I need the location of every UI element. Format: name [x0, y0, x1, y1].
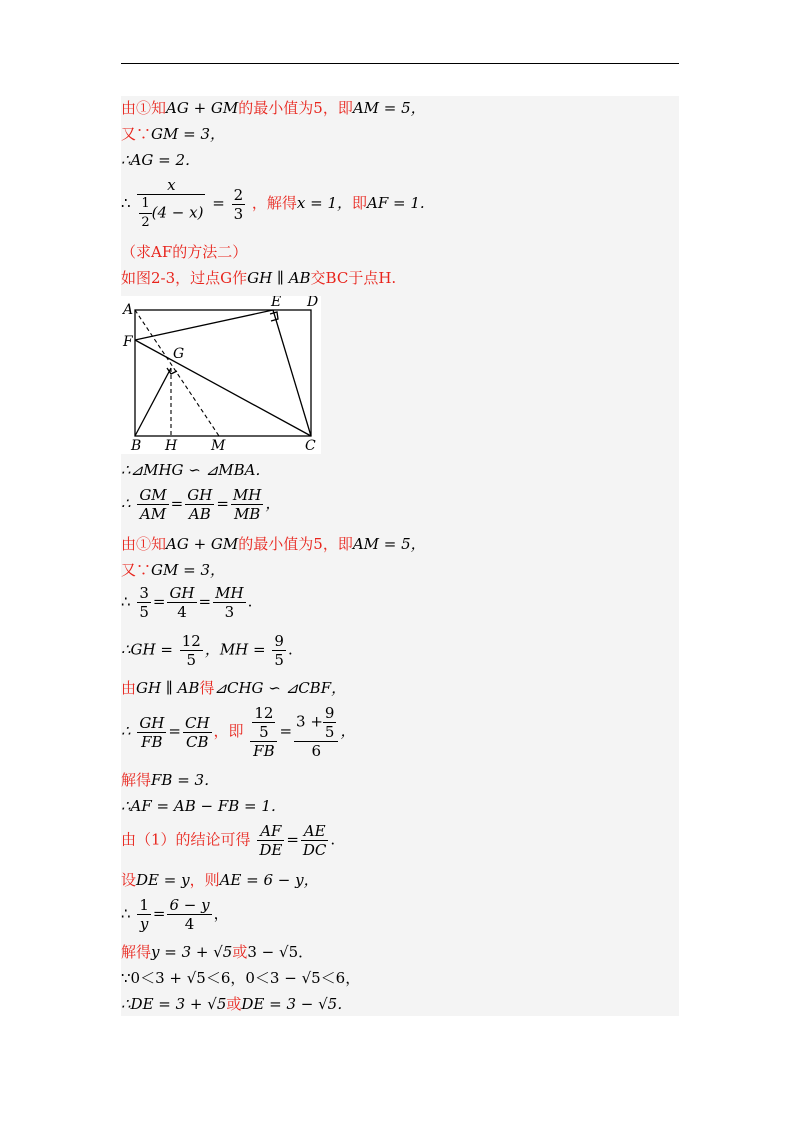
line-14: ∴ $\frac{GH}{FB}$ = $\frac{CH}{CB}$ ，即 $\frac{\frac{12}{5}}{FB}$ = 3 + $\frac{9}{5}$ 6 ， — [121, 704, 356, 760]
top-rule — [121, 63, 679, 64]
label-c: C — [305, 438, 316, 454]
line-18: 设DE = y，则AE = 6 − y， — [121, 871, 319, 889]
math: AM = 5， — [352, 99, 426, 117]
method-two-heading: （求AF的方法二） — [121, 243, 248, 261]
line-6: 如图2-3，过点G作GH ∥ AB交BC于点H. — [121, 269, 397, 287]
line-15: 解得FB = 3． — [121, 771, 220, 789]
line-9: 由①知AG + GM的最小值为5，即AM = 5， — [121, 535, 426, 553]
math: GM = 3， — [151, 125, 226, 143]
geometry-figure — [121, 296, 321, 454]
line-10: 又∵GM = 3， — [121, 561, 226, 579]
label-g: G — [173, 346, 185, 362]
right-angle-e — [270, 312, 278, 321]
line-13: 由GH ∥ AB得⊿CHG ∽ ⊿CBF， — [121, 679, 347, 697]
line-3: ∴AG = 2． — [121, 151, 201, 169]
label-f: F — [123, 334, 133, 350]
line-8: ∴ $\frac{GM}{AM}$ = $\frac{GH}{AB}$ = $\frac{MH}{MB}$ ， — [121, 486, 281, 523]
segment-am — [135, 310, 219, 436]
line-22: ∴DE = 3 + √5或DE = 3 − √5． — [121, 995, 353, 1013]
segment-ec — [273, 310, 311, 436]
math: AG + GM — [166, 99, 239, 117]
line-11: ∴ $\frac{3}{5}$ = $\frac{GH}{4}$ = $\frac{MH}{3}$ . — [121, 584, 253, 621]
fraction: $\frac{2}{3}$ — [233, 185, 244, 223]
line-20: 解得y = 3 + √5或3 − √5． — [121, 943, 314, 961]
line-21: ∵0＜3 + √5＜6，0＜3 − √5＜6， — [121, 969, 361, 987]
label-m: M — [211, 438, 226, 454]
text: 的最小值为5，即 — [238, 99, 353, 117]
label-d: D — [307, 296, 319, 310]
line-19: ∴ $\frac{1}{y}$ = $\frac{6 - y}{4}$ ， — [121, 896, 229, 933]
line-4: ∴ x $\frac{1}{2}$ (4 − x) = $\frac{2}{3}$ ，解得x = 1，即AF = 1. — [121, 176, 425, 230]
figure-svg — [121, 296, 321, 454]
text: 由①知 — [121, 99, 167, 117]
line-17: 由（1）的结论可得 $\frac{AF}{DE}$ = $\frac{AE}{DC}$ . — [121, 822, 336, 859]
segment-bg — [135, 368, 171, 436]
label-h: H — [165, 438, 178, 454]
line-2 — [121, 124, 225, 144]
line-7: ∴⊿MHG ∽ ⊿MBA． — [121, 461, 271, 479]
fraction: x $\frac{1}{2}$ (4 − x) — [137, 176, 205, 232]
label-a: A — [123, 302, 134, 318]
label-b: B — [131, 438, 142, 454]
text: 又∵ — [121, 125, 152, 143]
segment-fe — [135, 310, 273, 340]
line-16: ∴AF = AB − FB = 1． — [121, 797, 286, 815]
rectangle-abcd — [135, 310, 311, 436]
segment-fc — [135, 340, 311, 436]
solution-panel — [121, 96, 679, 1016]
line-1 — [121, 98, 426, 118]
label-e: E — [271, 296, 282, 310]
line-12: ∴GH = $\frac{12}{5}$ ，MH = $\frac{9}{5}$ . — [121, 632, 293, 669]
